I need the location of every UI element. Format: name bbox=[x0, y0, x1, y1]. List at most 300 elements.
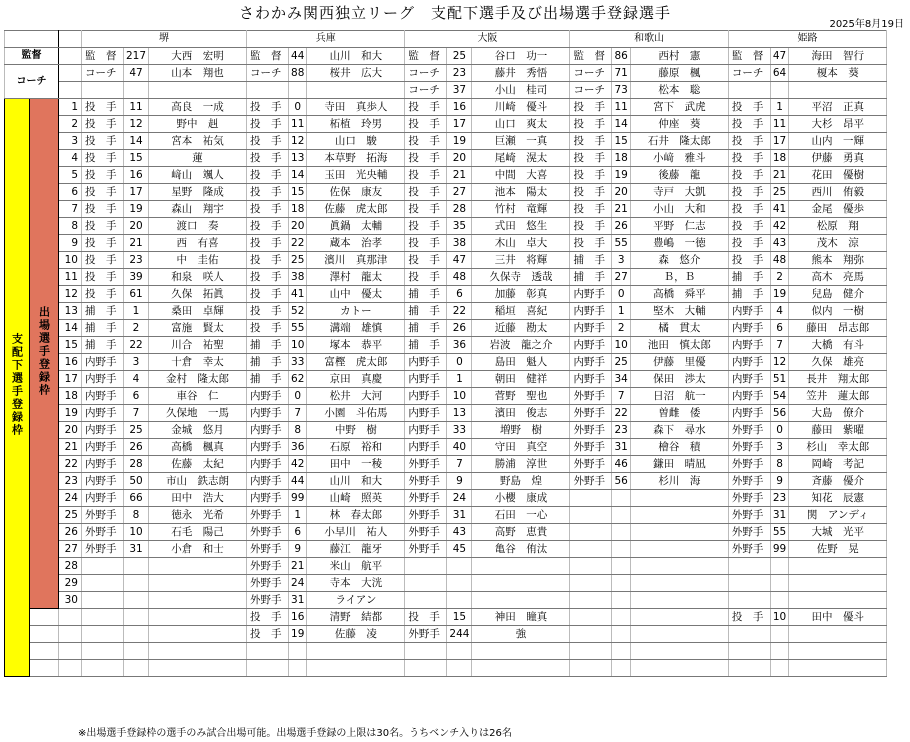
number-cell: 7 bbox=[447, 456, 472, 473]
position-cell: 外野手 bbox=[405, 473, 447, 490]
number-cell: 21 bbox=[770, 167, 788, 184]
number-cell bbox=[447, 643, 472, 660]
position-cell: 捕 手 bbox=[728, 269, 770, 286]
number-cell: 15 bbox=[612, 133, 630, 150]
name-cell: 強 bbox=[472, 626, 570, 643]
number-cell bbox=[289, 643, 307, 660]
position-cell: 捕 手 bbox=[570, 252, 612, 269]
number-cell: 1 bbox=[770, 99, 788, 116]
name-cell: 仲座 葵 bbox=[630, 116, 728, 133]
number-cell: 17 bbox=[447, 116, 472, 133]
number-cell: 3 bbox=[124, 354, 149, 371]
name-cell: 堅木 大輔 bbox=[630, 303, 728, 320]
number-cell: 86 bbox=[612, 48, 630, 65]
name-cell: 富施 賢太 bbox=[149, 320, 247, 337]
number-cell bbox=[124, 592, 149, 609]
name-cell bbox=[789, 558, 887, 575]
position-cell: 投 手 bbox=[405, 201, 447, 218]
position-cell: 内野手 bbox=[82, 422, 124, 439]
number-cell: 22 bbox=[612, 405, 630, 422]
name-cell: 竹村 竜輝 bbox=[472, 201, 570, 218]
position-cell: 投 手 bbox=[247, 167, 289, 184]
position-cell: コーチ bbox=[247, 65, 289, 82]
name-cell: 日沼 航一 bbox=[630, 388, 728, 405]
number-cell: 15 bbox=[124, 150, 149, 167]
name-cell bbox=[789, 82, 887, 99]
name-cell: 石井 隆太郎 bbox=[630, 133, 728, 150]
player-row bbox=[5, 422, 887, 439]
name-cell: 小倉 和士 bbox=[149, 541, 247, 558]
number-cell: 11 bbox=[612, 99, 630, 116]
position-cell bbox=[82, 643, 124, 660]
number-cell: 1 bbox=[612, 303, 630, 320]
name-cell: 濱田 俊志 bbox=[472, 405, 570, 422]
position-cell: 内野手 bbox=[82, 439, 124, 456]
row-number: 19 bbox=[59, 405, 82, 422]
name-cell: 京田 真慶 bbox=[307, 371, 405, 388]
position-cell: 投 手 bbox=[405, 609, 447, 626]
name-cell: 濱川 真那津 bbox=[307, 252, 405, 269]
position-cell bbox=[570, 558, 612, 575]
position-cell bbox=[570, 541, 612, 558]
number-cell: 55 bbox=[612, 235, 630, 252]
position-cell: 投 手 bbox=[728, 252, 770, 269]
position-cell: 投 手 bbox=[728, 99, 770, 116]
name-cell: Ｂ，Ｂ bbox=[630, 269, 728, 286]
number-cell: 48 bbox=[447, 269, 472, 286]
number-cell: 11 bbox=[124, 99, 149, 116]
position-cell: 外野手 bbox=[570, 422, 612, 439]
position-cell: 外野手 bbox=[728, 422, 770, 439]
position-cell: 内野手 bbox=[570, 320, 612, 337]
position-cell: 内野手 bbox=[405, 354, 447, 371]
number-cell: 42 bbox=[289, 456, 307, 473]
number-cell: 55 bbox=[770, 524, 788, 541]
number-cell bbox=[447, 558, 472, 575]
number-cell: 23 bbox=[447, 65, 472, 82]
number-cell: 21 bbox=[289, 558, 307, 575]
name-cell: 久保地 一馬 bbox=[149, 405, 247, 422]
name-cell: 斉藤 優介 bbox=[789, 473, 887, 490]
number-cell: 51 bbox=[770, 371, 788, 388]
number-cell bbox=[447, 660, 472, 677]
position-cell: 外野手 bbox=[405, 541, 447, 558]
number-cell bbox=[612, 541, 630, 558]
position-cell: 投 手 bbox=[247, 626, 289, 643]
name-cell: 川合 祐聖 bbox=[149, 337, 247, 354]
number-cell: 41 bbox=[289, 286, 307, 303]
name-cell: 山口 爽太 bbox=[472, 116, 570, 133]
number-cell: 11 bbox=[770, 116, 788, 133]
name-cell: 桑田 卓輝 bbox=[149, 303, 247, 320]
number-cell: 16 bbox=[447, 99, 472, 116]
name-cell: 桜井 広大 bbox=[307, 65, 405, 82]
name-cell: 高橋 舜平 bbox=[630, 286, 728, 303]
position-cell: 投 手 bbox=[247, 320, 289, 337]
number-cell: 13 bbox=[289, 150, 307, 167]
number-cell: 44 bbox=[289, 48, 307, 65]
position-cell: 外野手 bbox=[728, 490, 770, 507]
row-number: 27 bbox=[59, 541, 82, 558]
row-number: 11 bbox=[59, 269, 82, 286]
name-cell bbox=[789, 660, 887, 677]
name-cell: 久保 拓眞 bbox=[149, 286, 247, 303]
name-cell: 山川 和大 bbox=[307, 473, 405, 490]
number-cell: 31 bbox=[124, 541, 149, 558]
position-cell: 捕 手 bbox=[82, 303, 124, 320]
coach-row bbox=[5, 82, 887, 99]
position-cell: 投 手 bbox=[82, 150, 124, 167]
player-row bbox=[5, 405, 887, 422]
position-cell bbox=[405, 660, 447, 677]
position-cell: 投 手 bbox=[247, 303, 289, 320]
number-cell: 18 bbox=[612, 150, 630, 167]
name-cell bbox=[630, 575, 728, 592]
position-cell bbox=[570, 609, 612, 626]
position-cell bbox=[405, 592, 447, 609]
number-cell: 0 bbox=[289, 388, 307, 405]
position-cell: 投 手 bbox=[728, 184, 770, 201]
header-corner bbox=[5, 31, 59, 48]
number-cell: 25 bbox=[289, 252, 307, 269]
position-cell: 投 手 bbox=[82, 201, 124, 218]
name-cell: 豊嶋 一徳 bbox=[630, 235, 728, 252]
number-cell: 1 bbox=[289, 507, 307, 524]
name-cell: 山中 優太 bbox=[307, 286, 405, 303]
number-cell bbox=[612, 626, 630, 643]
name-cell: 﨑山 颯人 bbox=[149, 167, 247, 184]
extra-row bbox=[5, 609, 887, 626]
row-number: 25 bbox=[59, 507, 82, 524]
position-cell: 捕 手 bbox=[728, 286, 770, 303]
number-cell: 21 bbox=[612, 201, 630, 218]
name-cell: 佐藤 太紀 bbox=[149, 456, 247, 473]
position-cell bbox=[570, 643, 612, 660]
number-cell bbox=[770, 575, 788, 592]
number-cell bbox=[124, 609, 149, 626]
number-cell bbox=[770, 558, 788, 575]
date-label: 2025年8月19日 bbox=[829, 19, 904, 30]
position-cell bbox=[405, 575, 447, 592]
name-cell: 中間 大喜 bbox=[472, 167, 570, 184]
name-cell bbox=[630, 558, 728, 575]
position-cell: 投 手 bbox=[570, 184, 612, 201]
number-cell: 10 bbox=[289, 337, 307, 354]
name-cell bbox=[789, 592, 887, 609]
number-cell: 36 bbox=[447, 337, 472, 354]
position-cell: 内野手 bbox=[728, 405, 770, 422]
index-cell bbox=[59, 626, 82, 643]
row-number: 14 bbox=[59, 320, 82, 337]
row-number: 10 bbox=[59, 252, 82, 269]
position-cell: 監 督 bbox=[728, 48, 770, 65]
name-cell: 小山 桂司 bbox=[472, 82, 570, 99]
name-cell: 森山 翔宇 bbox=[149, 201, 247, 218]
number-cell: 7 bbox=[612, 388, 630, 405]
number-cell: 19 bbox=[770, 286, 788, 303]
position-cell: コーチ bbox=[570, 65, 612, 82]
number-cell: 31 bbox=[770, 507, 788, 524]
position-cell: 投 手 bbox=[405, 184, 447, 201]
position-cell: 外野手 bbox=[247, 592, 289, 609]
name-cell bbox=[149, 592, 247, 609]
position-cell: 内野手 bbox=[728, 354, 770, 371]
number-cell bbox=[124, 643, 149, 660]
number-cell: 3 bbox=[770, 439, 788, 456]
number-cell: 18 bbox=[770, 150, 788, 167]
position-cell: 監 督 bbox=[570, 48, 612, 65]
name-cell: 守田 真空 bbox=[472, 439, 570, 456]
player-row bbox=[5, 303, 887, 320]
position-cell: 捕 手 bbox=[82, 337, 124, 354]
name-cell: 米山 航平 bbox=[307, 558, 405, 575]
name-cell bbox=[630, 524, 728, 541]
position-cell bbox=[82, 82, 124, 99]
name-cell: 伊藤 勇真 bbox=[789, 150, 887, 167]
number-cell: 28 bbox=[447, 201, 472, 218]
number-cell: 10 bbox=[447, 388, 472, 405]
name-cell bbox=[789, 626, 887, 643]
number-cell: 9 bbox=[447, 473, 472, 490]
number-cell: 7 bbox=[289, 405, 307, 422]
name-cell: 中 圭佑 bbox=[149, 252, 247, 269]
active-slot-label-cell bbox=[30, 99, 59, 609]
number-cell bbox=[612, 660, 630, 677]
row-number: 16 bbox=[59, 354, 82, 371]
position-cell: 投 手 bbox=[247, 133, 289, 150]
player-row bbox=[5, 116, 887, 133]
position-cell: 捕 手 bbox=[405, 320, 447, 337]
row-number: 28 bbox=[59, 558, 82, 575]
number-cell: 61 bbox=[124, 286, 149, 303]
position-cell: 投 手 bbox=[405, 235, 447, 252]
name-cell: 加藤 彰真 bbox=[472, 286, 570, 303]
position-cell bbox=[405, 643, 447, 660]
row-number: 1 bbox=[59, 99, 82, 116]
name-cell bbox=[472, 643, 570, 660]
active-slot-label: 出場選手登録枠 bbox=[37, 305, 51, 397]
position-cell: 内野手 bbox=[247, 405, 289, 422]
name-cell: 蓮 bbox=[149, 150, 247, 167]
position-cell: 投 手 bbox=[405, 167, 447, 184]
name-cell: 藤井 秀悟 bbox=[472, 65, 570, 82]
player-row bbox=[5, 473, 887, 490]
name-cell: 山本 翔也 bbox=[149, 65, 247, 82]
row-number: 3 bbox=[59, 133, 82, 150]
name-cell: 似内 一樹 bbox=[789, 303, 887, 320]
position-cell: 内野手 bbox=[405, 422, 447, 439]
number-cell: 99 bbox=[770, 541, 788, 558]
player-row bbox=[5, 337, 887, 354]
position-cell: 外野手 bbox=[82, 541, 124, 558]
position-cell: コーチ bbox=[570, 82, 612, 99]
position-cell: 内野手 bbox=[728, 371, 770, 388]
name-cell: 笠井 蓮太郎 bbox=[789, 388, 887, 405]
position-cell: 外野手 bbox=[728, 507, 770, 524]
name-cell: 寺戸 大凱 bbox=[630, 184, 728, 201]
number-cell bbox=[612, 643, 630, 660]
position-cell: 内野手 bbox=[82, 456, 124, 473]
number-cell: 54 bbox=[770, 388, 788, 405]
number-cell: 8 bbox=[770, 456, 788, 473]
number-cell: 50 bbox=[124, 473, 149, 490]
name-cell bbox=[630, 507, 728, 524]
name-cell: 増野 樹 bbox=[472, 422, 570, 439]
name-cell bbox=[307, 643, 405, 660]
position-cell bbox=[728, 626, 770, 643]
name-cell bbox=[630, 643, 728, 660]
position-cell: 内野手 bbox=[570, 354, 612, 371]
number-cell: 47 bbox=[447, 252, 472, 269]
position-cell: 捕 手 bbox=[405, 303, 447, 320]
name-cell: 菅野 聖也 bbox=[472, 388, 570, 405]
name-cell: 小園 斗佑馬 bbox=[307, 405, 405, 422]
number-cell: 1 bbox=[447, 371, 472, 388]
number-cell: 13 bbox=[447, 405, 472, 422]
index-cell bbox=[59, 660, 82, 677]
name-cell bbox=[630, 626, 728, 643]
row-number: 4 bbox=[59, 150, 82, 167]
number-cell: 47 bbox=[124, 65, 149, 82]
number-cell: 244 bbox=[447, 626, 472, 643]
name-cell bbox=[149, 626, 247, 643]
name-cell: 榎本 葵 bbox=[789, 65, 887, 82]
position-cell: 投 手 bbox=[247, 269, 289, 286]
position-cell: 外野手 bbox=[405, 490, 447, 507]
number-cell: 21 bbox=[124, 235, 149, 252]
position-cell: 投 手 bbox=[405, 218, 447, 235]
position-cell bbox=[570, 490, 612, 507]
name-cell: 塚本 恭平 bbox=[307, 337, 405, 354]
number-cell: 9 bbox=[770, 473, 788, 490]
row-number: 23 bbox=[59, 473, 82, 490]
position-cell: 投 手 bbox=[82, 184, 124, 201]
position-cell: 外野手 bbox=[247, 524, 289, 541]
position-cell: 外野手 bbox=[247, 541, 289, 558]
position-cell: 内野手 bbox=[82, 473, 124, 490]
row-number: 12 bbox=[59, 286, 82, 303]
name-cell: 山口 駿 bbox=[307, 133, 405, 150]
position-cell bbox=[82, 575, 124, 592]
name-cell: 関 アンディ bbox=[789, 507, 887, 524]
name-cell: ライアン bbox=[307, 592, 405, 609]
position-cell: 投 手 bbox=[570, 99, 612, 116]
position-cell: 内野手 bbox=[570, 286, 612, 303]
row-number: 6 bbox=[59, 184, 82, 201]
player-row bbox=[5, 252, 887, 269]
position-cell: 投 手 bbox=[728, 235, 770, 252]
index-cell bbox=[59, 609, 82, 626]
name-cell: 池田 慎太郎 bbox=[630, 337, 728, 354]
position-cell: 捕 手 bbox=[247, 371, 289, 388]
name-cell: 野島 煌 bbox=[472, 473, 570, 490]
name-cell: 大城 光平 bbox=[789, 524, 887, 541]
player-row bbox=[5, 150, 887, 167]
position-cell: 投 手 bbox=[405, 252, 447, 269]
position-cell: 内野手 bbox=[728, 388, 770, 405]
number-cell bbox=[289, 82, 307, 99]
position-cell bbox=[247, 643, 289, 660]
name-cell: 溝端 雄慎 bbox=[307, 320, 405, 337]
name-cell: 保田 渉太 bbox=[630, 371, 728, 388]
player-row bbox=[5, 541, 887, 558]
number-cell: 26 bbox=[124, 439, 149, 456]
number-cell: 24 bbox=[289, 575, 307, 592]
name-cell: 三井 将輝 bbox=[472, 252, 570, 269]
name-cell: 佐保 康友 bbox=[307, 184, 405, 201]
position-cell bbox=[247, 660, 289, 677]
name-cell: 岩波 龍之介 bbox=[472, 337, 570, 354]
position-cell: 内野手 bbox=[728, 337, 770, 354]
row-number: 18 bbox=[59, 388, 82, 405]
name-cell: 朝田 健祥 bbox=[472, 371, 570, 388]
name-cell: 森 悠介 bbox=[630, 252, 728, 269]
name-cell: 近藤 勘太 bbox=[472, 320, 570, 337]
name-cell: 池本 陽太 bbox=[472, 184, 570, 201]
name-cell: 檜谷 積 bbox=[630, 439, 728, 456]
number-cell bbox=[770, 660, 788, 677]
roster-slot-label: 支配下選手登録枠 bbox=[10, 333, 24, 437]
number-cell bbox=[124, 660, 149, 677]
number-cell: 31 bbox=[447, 507, 472, 524]
position-cell: 投 手 bbox=[570, 201, 612, 218]
position-cell: 投 手 bbox=[570, 218, 612, 235]
number-cell bbox=[770, 643, 788, 660]
position-cell bbox=[570, 575, 612, 592]
position-cell: 投 手 bbox=[728, 201, 770, 218]
name-cell: 西村 憲 bbox=[630, 48, 728, 65]
number-cell: 19 bbox=[612, 167, 630, 184]
number-cell: 17 bbox=[770, 133, 788, 150]
position-cell: 内野手 bbox=[247, 490, 289, 507]
number-cell: 40 bbox=[447, 439, 472, 456]
number-cell: 64 bbox=[770, 65, 788, 82]
position-cell: コーチ bbox=[405, 65, 447, 82]
number-cell: 25 bbox=[770, 184, 788, 201]
name-cell: 後藤 龍 bbox=[630, 167, 728, 184]
position-cell bbox=[728, 592, 770, 609]
player-row bbox=[5, 218, 887, 235]
name-cell: 佐藤 虎太郎 bbox=[307, 201, 405, 218]
number-cell: 0 bbox=[612, 286, 630, 303]
number-cell: 2 bbox=[612, 320, 630, 337]
number-cell: 4 bbox=[770, 303, 788, 320]
position-cell: 外野手 bbox=[570, 456, 612, 473]
name-cell bbox=[472, 575, 570, 592]
number-cell: 11 bbox=[289, 116, 307, 133]
position-cell: 捕 手 bbox=[570, 269, 612, 286]
name-cell: 亀谷 侑汰 bbox=[472, 541, 570, 558]
position-cell: コーチ bbox=[82, 65, 124, 82]
position-cell: 投 手 bbox=[728, 133, 770, 150]
position-cell: 外野手 bbox=[570, 405, 612, 422]
position-cell: 投 手 bbox=[82, 99, 124, 116]
number-cell: 24 bbox=[447, 490, 472, 507]
number-cell: 1 bbox=[124, 303, 149, 320]
name-cell bbox=[630, 660, 728, 677]
position-cell: 投 手 bbox=[405, 116, 447, 133]
number-cell: 4 bbox=[124, 371, 149, 388]
position-cell bbox=[728, 575, 770, 592]
position-cell: 捕 手 bbox=[247, 337, 289, 354]
position-cell: 投 手 bbox=[570, 133, 612, 150]
name-cell bbox=[630, 490, 728, 507]
extra-row bbox=[5, 626, 887, 643]
position-cell: 内野手 bbox=[82, 388, 124, 405]
name-cell bbox=[149, 82, 247, 99]
name-cell: 平沼 正真 bbox=[789, 99, 887, 116]
name-cell: 伊藤 里優 bbox=[630, 354, 728, 371]
